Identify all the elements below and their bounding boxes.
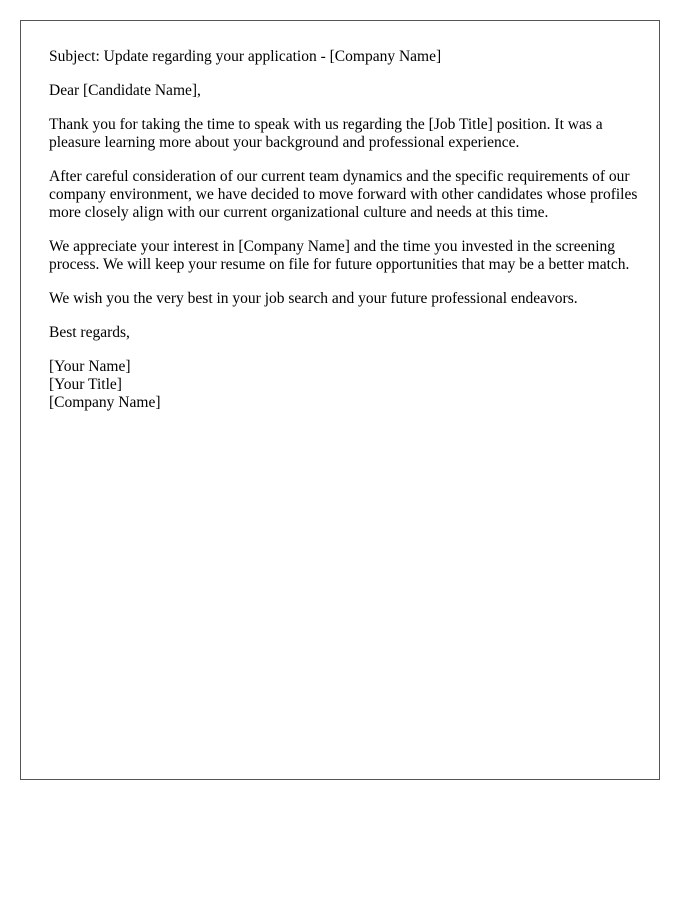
closing: Best regards, xyxy=(49,324,130,341)
signature-title: [Your Title] xyxy=(49,376,122,393)
paragraph-decision: After careful consideration of our current team dynamics and the specific requirements of our company environment, we have decided to move forward with other candidates whose profiles more closely align with our current organizational culture and needs at this time. xyxy=(49,168,638,221)
signature-name: [Your Name] xyxy=(49,358,131,375)
paragraph-appreciation: We appreciate your interest in [Company Name] and the time you invested in the screening process. We will keep your resume on file for future opportunities that may be a better match. xyxy=(49,238,630,273)
letter-page xyxy=(20,20,660,780)
paragraph-thanks: Thank you for taking the time to speak with us regarding the [Job Title] position. It was a pleasure learning more about your background and professional experience. xyxy=(49,116,603,151)
signature-company: [Company Name] xyxy=(49,394,161,411)
subject-line: Subject: Update regarding your application - [Company Name] xyxy=(49,48,442,65)
letter-body xyxy=(49,48,639,412)
signature-block xyxy=(49,358,639,412)
paragraph-wishes: We wish you the very best in your job search and your future professional endeavors. xyxy=(49,290,578,307)
salutation: Dear [Candidate Name], xyxy=(49,82,201,99)
